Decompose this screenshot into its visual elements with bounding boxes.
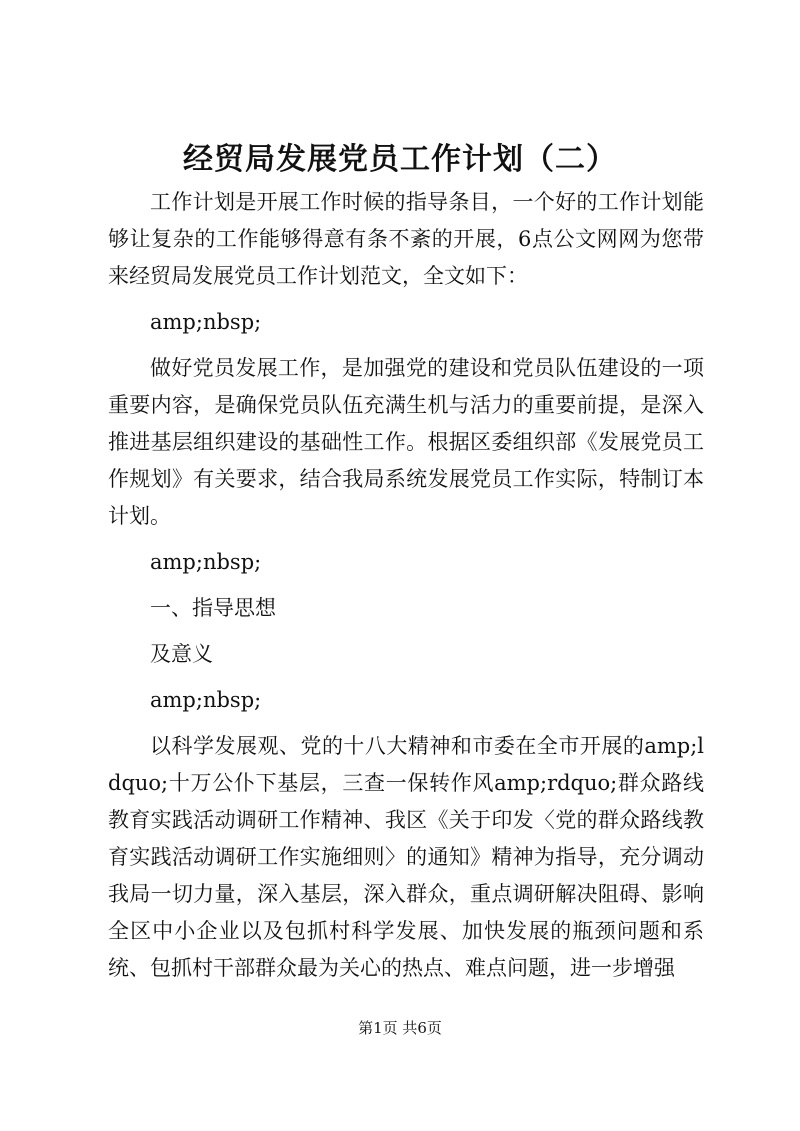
section-heading-continuation: 及意义: [150, 642, 213, 666]
paragraph-intro: 工作计划是开展工作时候的指导条目，一个好的工作计划能够让复杂的工作能够得意有条不紊的开展，6点公文网网为您带来经贸局发展党员工作计划范文，全文如下：: [108, 190, 704, 288]
paragraph-nbsp-1: amp;nbsp;: [150, 310, 262, 334]
paragraph-nbsp-2: amp;nbsp;: [150, 550, 262, 574]
paragraph-nbsp-3: amp;nbsp;: [150, 688, 262, 712]
page-number-footer: 第1页 共6页: [358, 1019, 442, 1037]
document-body: [108, 184, 704, 987]
paragraph-guidance: 以科学发展观、党的十八大精神和市委在全市开展的amp;ldquo;十万公仆下基层，三查一保转作风amp;rdquo;群众路线教育实践活动调研工作精神、我区《关于印发〈党的群众路线教育实践活动调研工作实施细则〉的通知》精神为指导，充分调动我局一切力量，深入基层，深入群众，重点调研解决阻碍、影响全区中小企业以及包抓村科学发展、加快发展的瓶颈问题和系统、包抓村干部群众最为关心的热点、难点问题，进一步增强: [108, 734, 704, 980]
section-heading-guiding-thought: 一、指导思想: [150, 596, 276, 620]
paragraph-importance: 做好党员发展工作，是加强党的建设和党员队伍建设的一项重要内容，是确保党员队伍充满生机与活力的重要前提，是深入推进基层组织建设的基础性工作。根据区委组织部《发展党员工作规划》有关要求，结合我局系统发展党员工作实际，特制订本计划。: [108, 356, 704, 528]
document-title: 经贸局发展党员工作计划（二）: [183, 142, 617, 177]
